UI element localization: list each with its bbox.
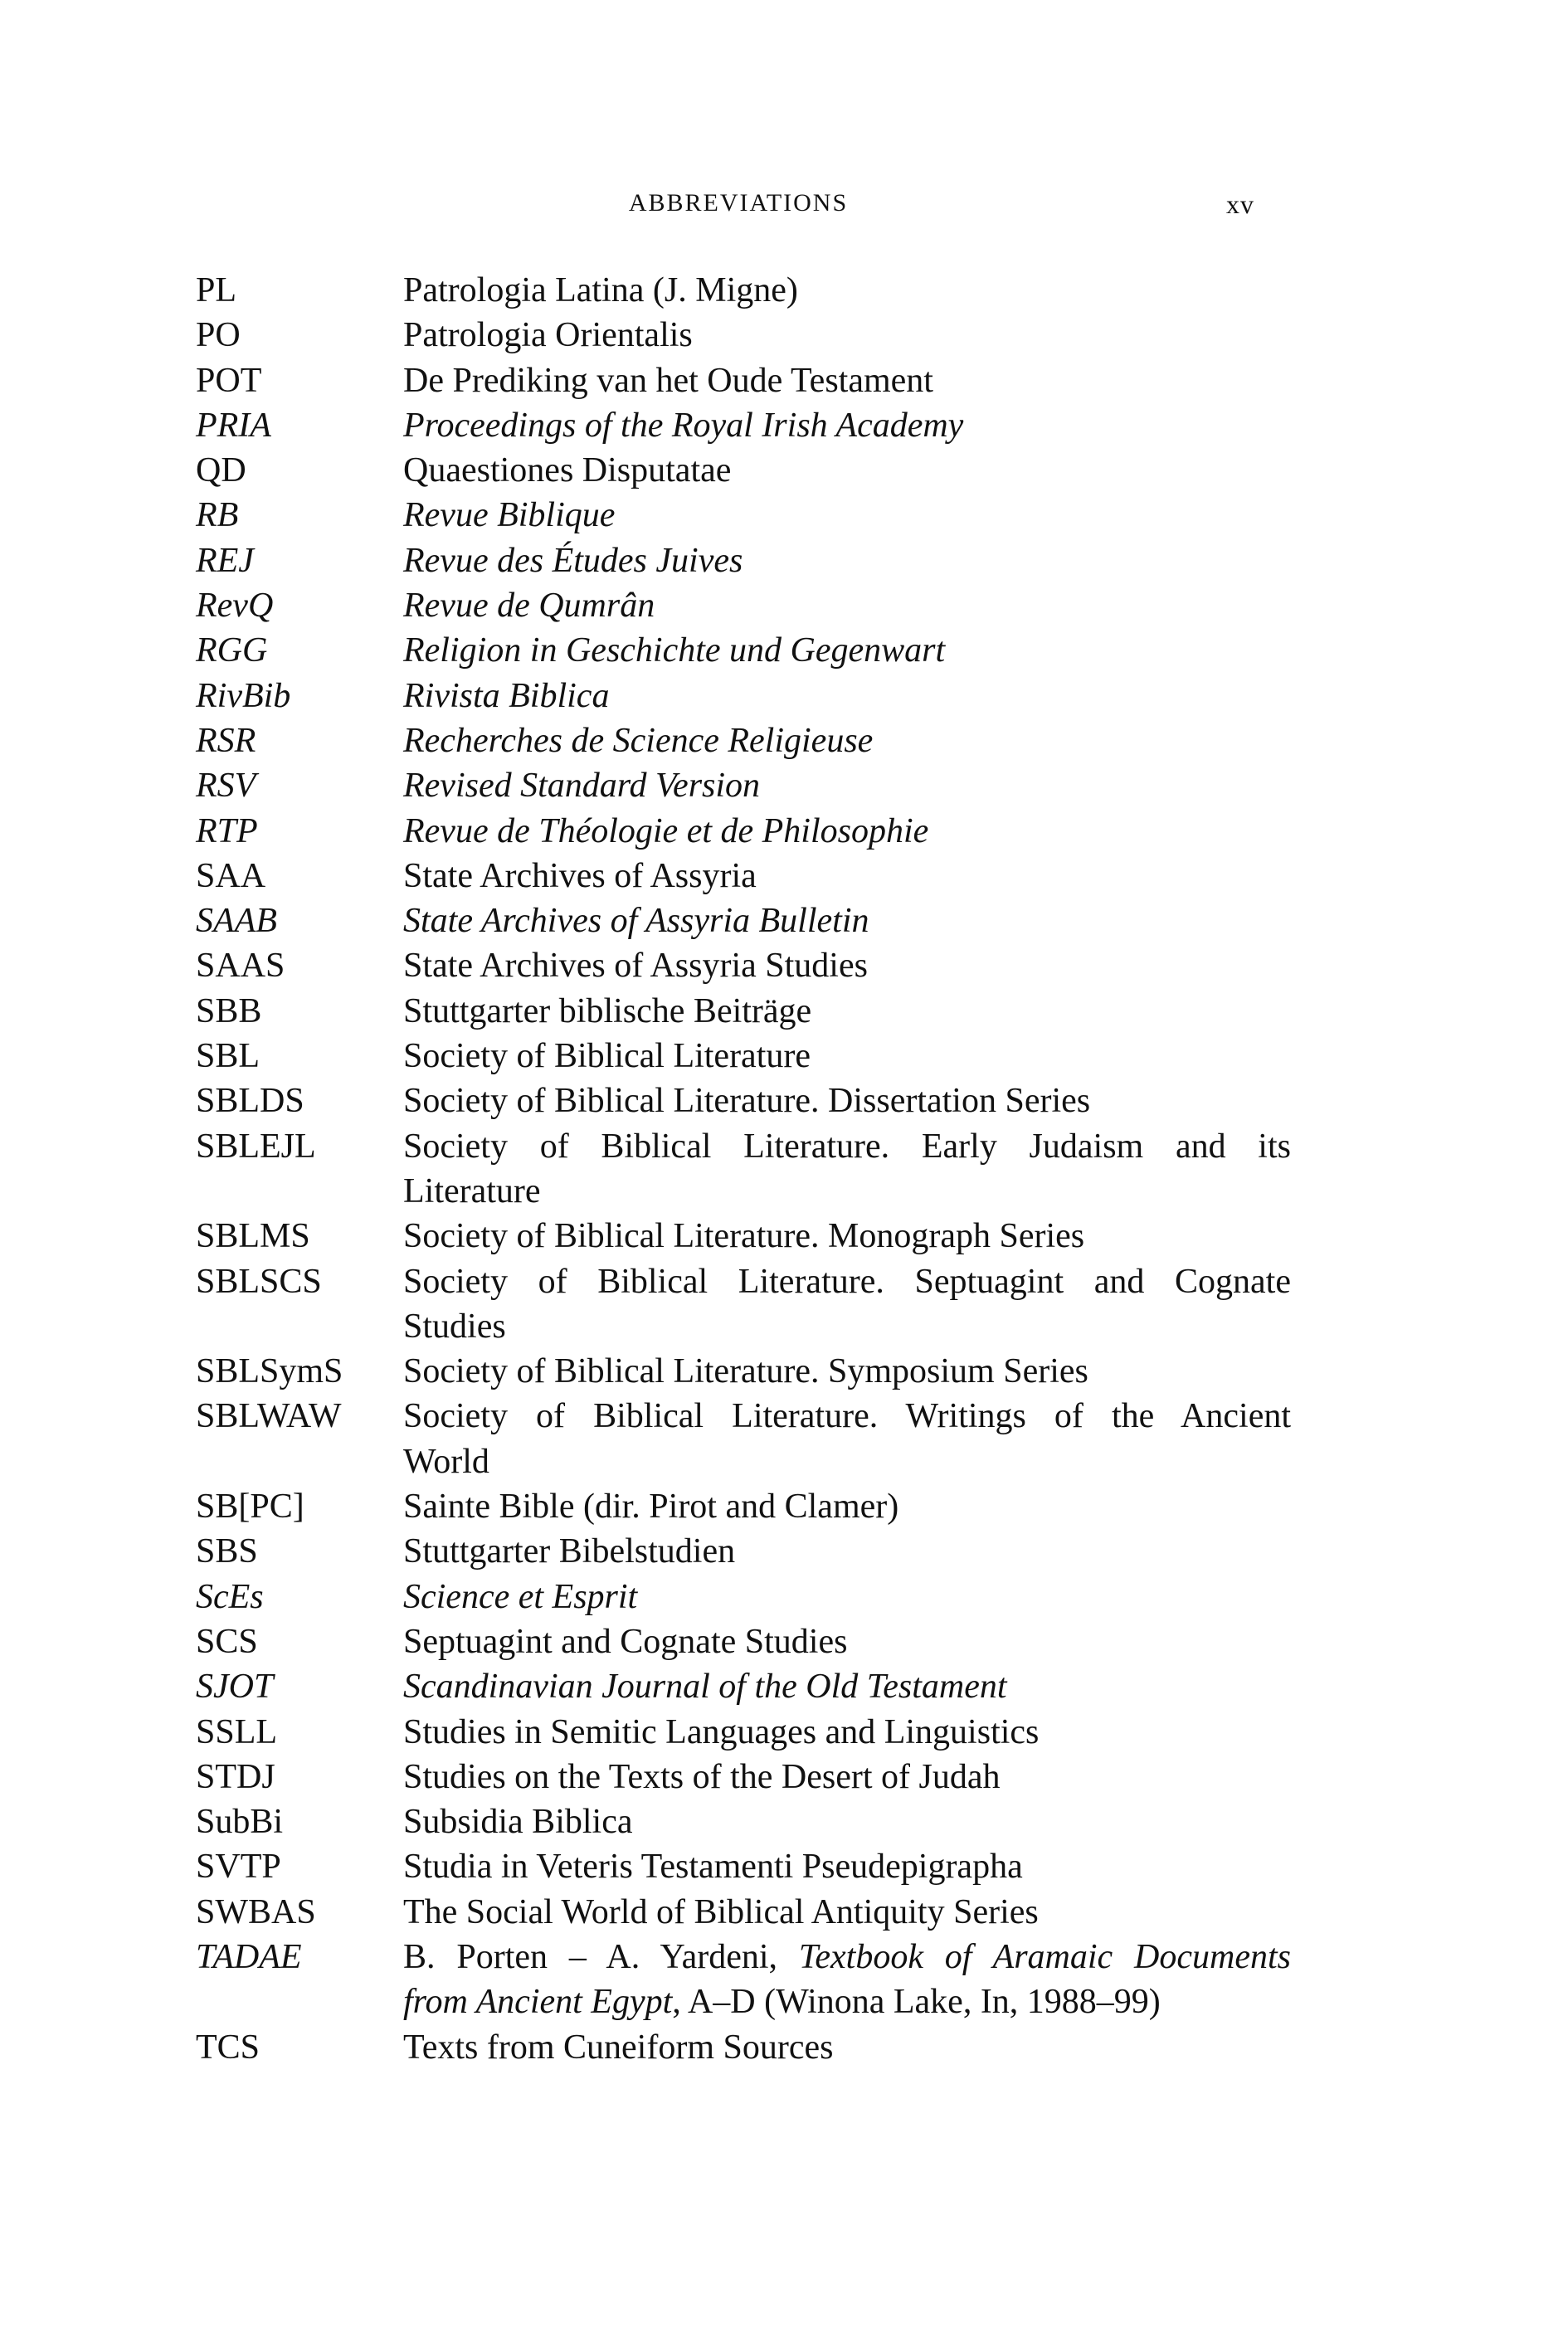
expansion-text: Science et Esprit	[403, 1577, 638, 1616]
running-head-title: ABBREVIATIONS	[628, 189, 849, 217]
expansion-text: Quaestiones Disputatae	[403, 451, 732, 490]
abbreviation-expansion	[403, 1214, 1291, 1259]
expansion-text: Revue de Qumrân	[403, 587, 655, 626]
expansion-text: Stuttgarter biblische Beiträge	[403, 991, 812, 1030]
expansion-line	[403, 1124, 1291, 1169]
abbreviation-expansion	[403, 718, 1291, 763]
expansion-text: The Social World of Biblical Antiquity Series	[403, 1892, 1039, 1931]
expansion-text: Recherches de Science Religieuse	[403, 721, 874, 760]
expansion-line	[403, 2025, 1291, 2070]
abbreviation-expansion	[403, 1079, 1291, 1123]
abbreviation-entry	[196, 1529, 1291, 1574]
expansion-line	[403, 1439, 1291, 1484]
expansion-line	[403, 1979, 1291, 2024]
expansion-text: Religion in Geschichte und Gegenwart	[403, 631, 946, 670]
expansion-line	[403, 1844, 1291, 1889]
abbreviation-expansion	[403, 763, 1291, 808]
abbreviation-term: SBS	[196, 1532, 258, 1571]
expansion-text: Society of Biblical Literature. Dissertation Series	[403, 1082, 1091, 1121]
abbreviation-entry	[196, 854, 1291, 898]
expansion-line	[403, 493, 1291, 538]
expansion-text: State Archives of Assyria Studies	[403, 947, 868, 986]
abbreviation-entry	[196, 1394, 1291, 1484]
abbreviation-entry	[196, 1890, 1291, 1935]
expansion-line	[403, 1664, 1291, 1709]
abbreviation-entry	[196, 763, 1291, 808]
abbreviation-expansion	[403, 403, 1291, 448]
expansion-line	[403, 898, 1291, 943]
abbreviation-term: SBLSymS	[196, 1352, 343, 1391]
abbreviation-entry	[196, 628, 1291, 673]
abbreviation-expansion	[403, 448, 1291, 493]
expansion-text: De Prediking van het Oude Testament	[403, 361, 933, 400]
abbreviation-entry	[196, 1484, 1291, 1529]
expansion-line	[403, 763, 1291, 808]
abbreviation-expansion	[403, 1755, 1291, 1799]
abbreviation-term: SubBi	[196, 1803, 284, 1842]
abbreviation-entry	[196, 1619, 1291, 1664]
abbreviation-expansion	[403, 1844, 1291, 1889]
abbreviation-expansion	[403, 989, 1291, 1034]
abbreviation-term: RTP	[196, 811, 258, 850]
expansion-line	[403, 1484, 1291, 1529]
expansion-line	[403, 1259, 1291, 1304]
abbreviation-term: SBLMS	[196, 1217, 310, 1256]
abbreviation-expansion	[403, 1349, 1291, 1394]
abbreviation-term: RB	[196, 496, 239, 535]
abbreviation-entry	[196, 1124, 1291, 1215]
abbreviation-expansion	[403, 1394, 1291, 1484]
abbreviation-expansion	[403, 268, 1291, 313]
abbreviation-expansion	[403, 1034, 1291, 1079]
abbreviation-term: SAAB	[196, 902, 277, 941]
expansion-line	[403, 809, 1291, 854]
expansion-line	[403, 1935, 1291, 1979]
expansion-text: Texts from Cuneiform Sources	[403, 2028, 834, 2067]
abbreviation-term: SJOT	[196, 1668, 274, 1707]
expansion-text: from Ancient Egypt	[403, 1983, 673, 2022]
abbreviation-expansion	[403, 1259, 1291, 1350]
abbreviation-term: SBLDS	[196, 1082, 304, 1121]
abbreviation-expansion	[403, 1710, 1291, 1755]
abbreviation-entry	[196, 1664, 1291, 1709]
abbreviation-entry	[196, 1349, 1291, 1394]
expansion-text: Society of Biblical Literature. Symposium Series	[403, 1352, 1088, 1391]
abbreviation-entry	[196, 898, 1291, 943]
abbreviation-expansion	[403, 493, 1291, 538]
expansion-text: Stuttgarter Bibelstudien	[403, 1532, 736, 1571]
expansion-line	[403, 1575, 1291, 1619]
expansion-line	[403, 403, 1291, 448]
expansion-line	[403, 628, 1291, 673]
expansion-text: Society of Biblical Literature. Early Judaism and its	[403, 1127, 1291, 1166]
abbreviation-term: SB[PC]	[196, 1488, 304, 1527]
abbreviation-expansion	[403, 1529, 1291, 1574]
abbreviation-term: POT	[196, 361, 262, 400]
expansion-text: World	[403, 1442, 489, 1481]
expansion-line	[403, 448, 1291, 493]
expansion-line	[403, 1529, 1291, 1574]
expansion-text: Studies on the Texts of the Desert of Judah	[403, 1757, 1001, 1796]
abbreviation-expansion	[403, 2025, 1291, 2070]
expansion-line	[403, 943, 1291, 988]
abbreviation-term: SVTP	[196, 1848, 281, 1887]
abbreviation-entry	[196, 943, 1291, 988]
expansion-line	[403, 268, 1291, 313]
abbreviation-entry	[196, 313, 1291, 358]
expansion-text: Patrologia Latina (J. Migne)	[403, 271, 798, 309]
expansion-line	[403, 1394, 1291, 1439]
abbreviation-entry	[196, 268, 1291, 313]
abbreviation-entry	[196, 583, 1291, 628]
abbreviation-term: SBLWAW	[196, 1397, 342, 1436]
expansion-text: Revised Standard Version	[403, 767, 761, 806]
expansion-text: State Archives of Assyria Bulletin	[403, 902, 869, 941]
expansion-line	[403, 1169, 1291, 1214]
abbreviation-expansion	[403, 1664, 1291, 1709]
abbreviation-entry	[196, 1575, 1291, 1619]
expansion-text: Revue des Études Juives	[403, 541, 743, 580]
abbreviation-expansion	[403, 809, 1291, 854]
abbreviation-term: REJ	[196, 541, 254, 580]
abbreviation-term: SAAS	[196, 947, 285, 986]
abbreviation-entry	[196, 448, 1291, 493]
abbreviation-term: TADAE	[196, 1937, 302, 1976]
abbreviation-term: SBLEJL	[196, 1127, 316, 1166]
abbreviation-expansion	[403, 898, 1291, 943]
abbreviation-entry	[196, 1799, 1291, 1844]
expansion-text: Society of Biblical Literature. Monograph Series	[403, 1217, 1085, 1256]
expansion-text: Rivista Biblica	[403, 676, 610, 715]
expansion-line	[403, 1034, 1291, 1079]
expansion-line	[403, 989, 1291, 1034]
expansion-text: Subsidia Biblica	[403, 1803, 633, 1842]
abbreviation-expansion	[403, 628, 1291, 673]
abbreviation-entry	[196, 1844, 1291, 1889]
expansion-text: , A–D (Winona Lake, In, 1988–99)	[672, 1983, 1161, 2022]
abbreviation-entry	[196, 358, 1291, 403]
abbreviation-expansion	[403, 313, 1291, 358]
expansion-text: Septuagint and Cognate Studies	[403, 1622, 848, 1661]
abbreviation-expansion	[403, 1799, 1291, 1844]
expansion-text: Scandinavian Journal of the Old Testament	[403, 1668, 1007, 1707]
abbreviation-term: PO	[196, 316, 241, 355]
abbreviation-entry	[196, 809, 1291, 854]
abbreviation-term: RSV	[196, 767, 256, 806]
expansion-line	[403, 1079, 1291, 1123]
abbreviation-expansion	[403, 358, 1291, 403]
expansion-text: Sainte Bible (dir. Pirot and Clamer)	[403, 1488, 899, 1527]
expansion-line	[403, 583, 1291, 628]
expansion-text: State Archives of Assyria	[403, 856, 757, 895]
abbreviation-entry	[196, 1935, 1291, 2025]
abbreviation-entry	[196, 1710, 1291, 1755]
abbreviation-expansion	[403, 1124, 1291, 1215]
abbreviations-list	[196, 268, 1291, 2070]
abbreviation-term: SWBAS	[196, 1892, 316, 1931]
abbreviation-term: SAA	[196, 856, 266, 895]
expansion-line	[403, 1619, 1291, 1664]
abbreviation-entry	[196, 1034, 1291, 1079]
abbreviation-expansion	[403, 538, 1291, 583]
expansion-text: Proceedings of the Royal Irish Academy	[403, 406, 964, 445]
abbreviation-term: SCS	[196, 1622, 258, 1661]
abbreviation-entry	[196, 538, 1291, 583]
expansion-line	[403, 358, 1291, 403]
expansion-text: Society of Biblical Literature. Writings of the Ancient	[403, 1397, 1291, 1436]
running-head	[0, 189, 1568, 231]
page-number: xv	[1226, 189, 1254, 219]
abbreviation-term: RevQ	[196, 587, 274, 626]
abbreviation-expansion	[403, 583, 1291, 628]
abbreviation-entry	[196, 493, 1291, 538]
abbreviation-expansion	[403, 1484, 1291, 1529]
abbreviation-entry	[196, 1079, 1291, 1123]
expansion-text: Revue Biblique	[403, 496, 616, 535]
abbreviation-entry	[196, 403, 1291, 448]
abbreviation-term: TCS	[196, 2028, 261, 2067]
abbreviation-entry	[196, 1214, 1291, 1259]
expansion-line	[403, 718, 1291, 763]
expansion-text: Patrologia Orientalis	[403, 316, 693, 355]
abbreviation-term: RSR	[196, 721, 256, 760]
expansion-text: Society of Biblical Literature	[403, 1037, 811, 1076]
abbreviation-expansion	[403, 674, 1291, 718]
abbreviation-term: ScEs	[196, 1577, 264, 1616]
expansion-line	[403, 1214, 1291, 1259]
expansion-line	[403, 1710, 1291, 1755]
expansion-text: Revue de Théologie et de Philosophie	[403, 811, 929, 850]
expansion-line	[403, 854, 1291, 898]
abbreviation-term: SBL	[196, 1037, 261, 1076]
abbreviation-expansion	[403, 1575, 1291, 1619]
expansion-line	[403, 1890, 1291, 1935]
abbreviation-term: SBB	[196, 991, 262, 1030]
expansion-text: Literature	[403, 1171, 541, 1210]
abbreviation-entry	[196, 718, 1291, 763]
expansion-line	[403, 1349, 1291, 1394]
abbreviation-entry	[196, 1755, 1291, 1799]
abbreviation-term: PRIA	[196, 406, 271, 445]
abbreviation-expansion	[403, 943, 1291, 988]
abbreviation-entry	[196, 1259, 1291, 1350]
expansion-text: B. Porten – A. Yardeni,	[403, 1937, 799, 1976]
abbreviation-expansion	[403, 1890, 1291, 1935]
abbreviation-term: QD	[196, 451, 246, 490]
expansion-text: Studia in Veteris Testamenti Pseudepigrapha	[403, 1848, 1023, 1887]
abbreviation-entry	[196, 989, 1291, 1034]
abbreviation-term: SSLL	[196, 1712, 278, 1751]
expansion-line	[403, 1799, 1291, 1844]
abbreviation-term: PL	[196, 271, 237, 309]
abbreviation-expansion	[403, 1935, 1291, 2025]
abbreviation-expansion	[403, 854, 1291, 898]
abbreviation-entry	[196, 2025, 1291, 2070]
abbreviation-expansion	[403, 1619, 1291, 1664]
expansion-text: Society of Biblical Literature. Septuagint and Cognate	[403, 1262, 1291, 1301]
abbreviation-term: RivBib	[196, 676, 291, 715]
expansion-line	[403, 1304, 1291, 1349]
expansion-text: Textbook of Aramaic Documents	[798, 1937, 1291, 1976]
abbreviation-term: SBLSCS	[196, 1262, 322, 1301]
abbreviation-entry	[196, 674, 1291, 718]
expansion-line	[403, 1755, 1291, 1799]
expansion-text: Studies in Semitic Languages and Linguistics	[403, 1712, 1040, 1751]
expansion-line	[403, 538, 1291, 583]
abbreviation-term: RGG	[196, 631, 268, 670]
expansion-text: Studies	[403, 1307, 506, 1346]
expansion-line	[403, 674, 1291, 718]
expansion-line	[403, 313, 1291, 358]
abbreviation-term: STDJ	[196, 1757, 275, 1796]
